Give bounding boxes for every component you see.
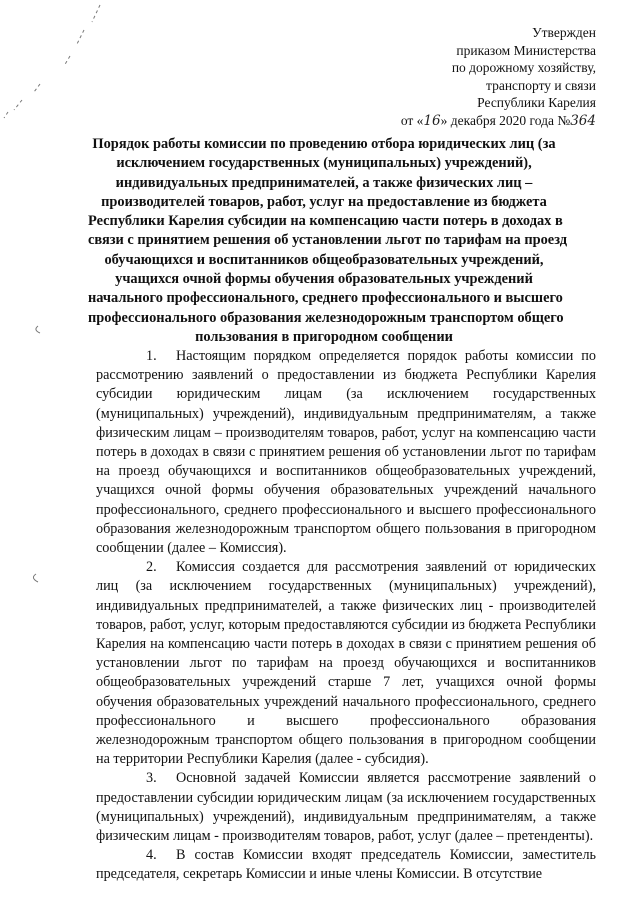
approval-date-line — [336, 112, 596, 131]
title-line: учащихся очной формы обучения образовательных учреждений — [115, 271, 533, 288]
title-line: производителей товаров, работ, услуг на предоставление из бюджета — [101, 193, 547, 210]
paragraph-text: Настоящим порядком определяется порядок работы комиссии по рассмотрению заявлений о предоставлении из бюджета Республики Карелия субсидии юридическим лицам (за исключением государственных (муниципальных) учреждений), индивидуальным предпринимателям, а также физическим лицам – производителям товаров, работ, услуг на компенсацию части потерь в доходах в связи с принятием решения об установлении льгот по тарифам на проезд обучающихся и воспитанников общеобразовательных учреждений, учащихся очной формы обучения образовательных учреждений начального профессионального, среднего профессионального и высшего профессионального образования железнодорожным транспортом общего пользования в пригородном сообщении (далее – Комиссия). — [96, 348, 596, 557]
title-line: Республики Карелия субсидии на компенсацию части потерь в доходах в — [88, 213, 563, 230]
document-body — [96, 347, 596, 885]
approval-order-number: 364 — [570, 112, 596, 129]
approval-date-mid: » декабря 2020 года № — [440, 112, 571, 128]
document-title — [88, 135, 567, 347]
title-line: обучающихся и воспитанников общеобразовательных учреждений, — [104, 251, 544, 268]
title-line: индивидуальных предпринимателей, а также физических лиц – — [115, 174, 533, 191]
paragraph-text: Основной задачей Комиссии является рассмотрение заявлений о предоставлении субсидии юридическим лицам (за исключением государственных (муниципальных) учреждений), индивидуальным предпринимателям, а также физическим лицам - производителям товаров, работ, услуг (далее – претенденты). — [96, 770, 596, 845]
approval-line-order: приказом Министерства — [456, 42, 596, 58]
approval-date-day: 16 — [423, 112, 441, 129]
paragraph-4 — [96, 846, 596, 884]
paragraph-number: 1. — [146, 348, 157, 364]
title-line: связи с принятием решения об установлении льгот по тарифам на проезд — [88, 232, 567, 249]
title-line: начального профессионального, среднего профессионального и высшего — [88, 290, 563, 307]
title-line: профессионального образования железнодорожным транспортом общего — [88, 309, 564, 326]
approval-line-ministry: по дорожному хозяйству, — [451, 60, 596, 75]
paragraph-2 — [96, 558, 596, 769]
approval-line-transport: транспорту и связи — [486, 77, 596, 93]
title-line: исключением государственных (муниципальных) учреждений), — [116, 155, 532, 172]
paragraph-text: Комиссия создается для рассмотрения заявлений от юридических лиц (за исключением государственных (муниципальных) учреждений), индивидуальных предпринимателей, а также физических лиц - производителей товаров, работ, услуг, которым предоставляются субсидии из бюджета Республики Карелия на компенсацию части потерь в доходах в связи с принятием решения об установлении льгот по тарифам на проезд обучающихся и воспитанников общеобразовательных учреждений старше 7 лет, учащихся очной формы обучения образовательных учреждений начального профессионального, среднего профессионального и высшего профессионального образования железнодорожным транспортом общего пользования в пригородном сообщении на территории Республики Карелия (далее - субсидия). — [96, 559, 596, 768]
approval-line-approved: Утвержден — [532, 25, 596, 40]
approval-date-prefix: от « — [400, 112, 424, 128]
paragraph-number: 2. — [146, 559, 157, 576]
approval-line-republic: Республики Карелия — [477, 95, 596, 110]
title-line: пользования в пригородном сообщении — [195, 328, 453, 345]
title-line: Порядок работы комиссии по проведению отбора юридических лиц (за — [92, 136, 556, 152]
paragraph-1 — [96, 347, 596, 558]
approval-stamp-block — [336, 24, 596, 130]
paragraph-number: 4. — [146, 847, 157, 864]
paragraph-number: 3. — [146, 770, 157, 787]
paragraph-text: В состав Комиссии входят председатель Комиссии, заместитель председателя, секретарь Комиссии и иные члены Комиссии. В отсутствие — [96, 847, 596, 883]
paragraph-3 — [96, 769, 596, 846]
